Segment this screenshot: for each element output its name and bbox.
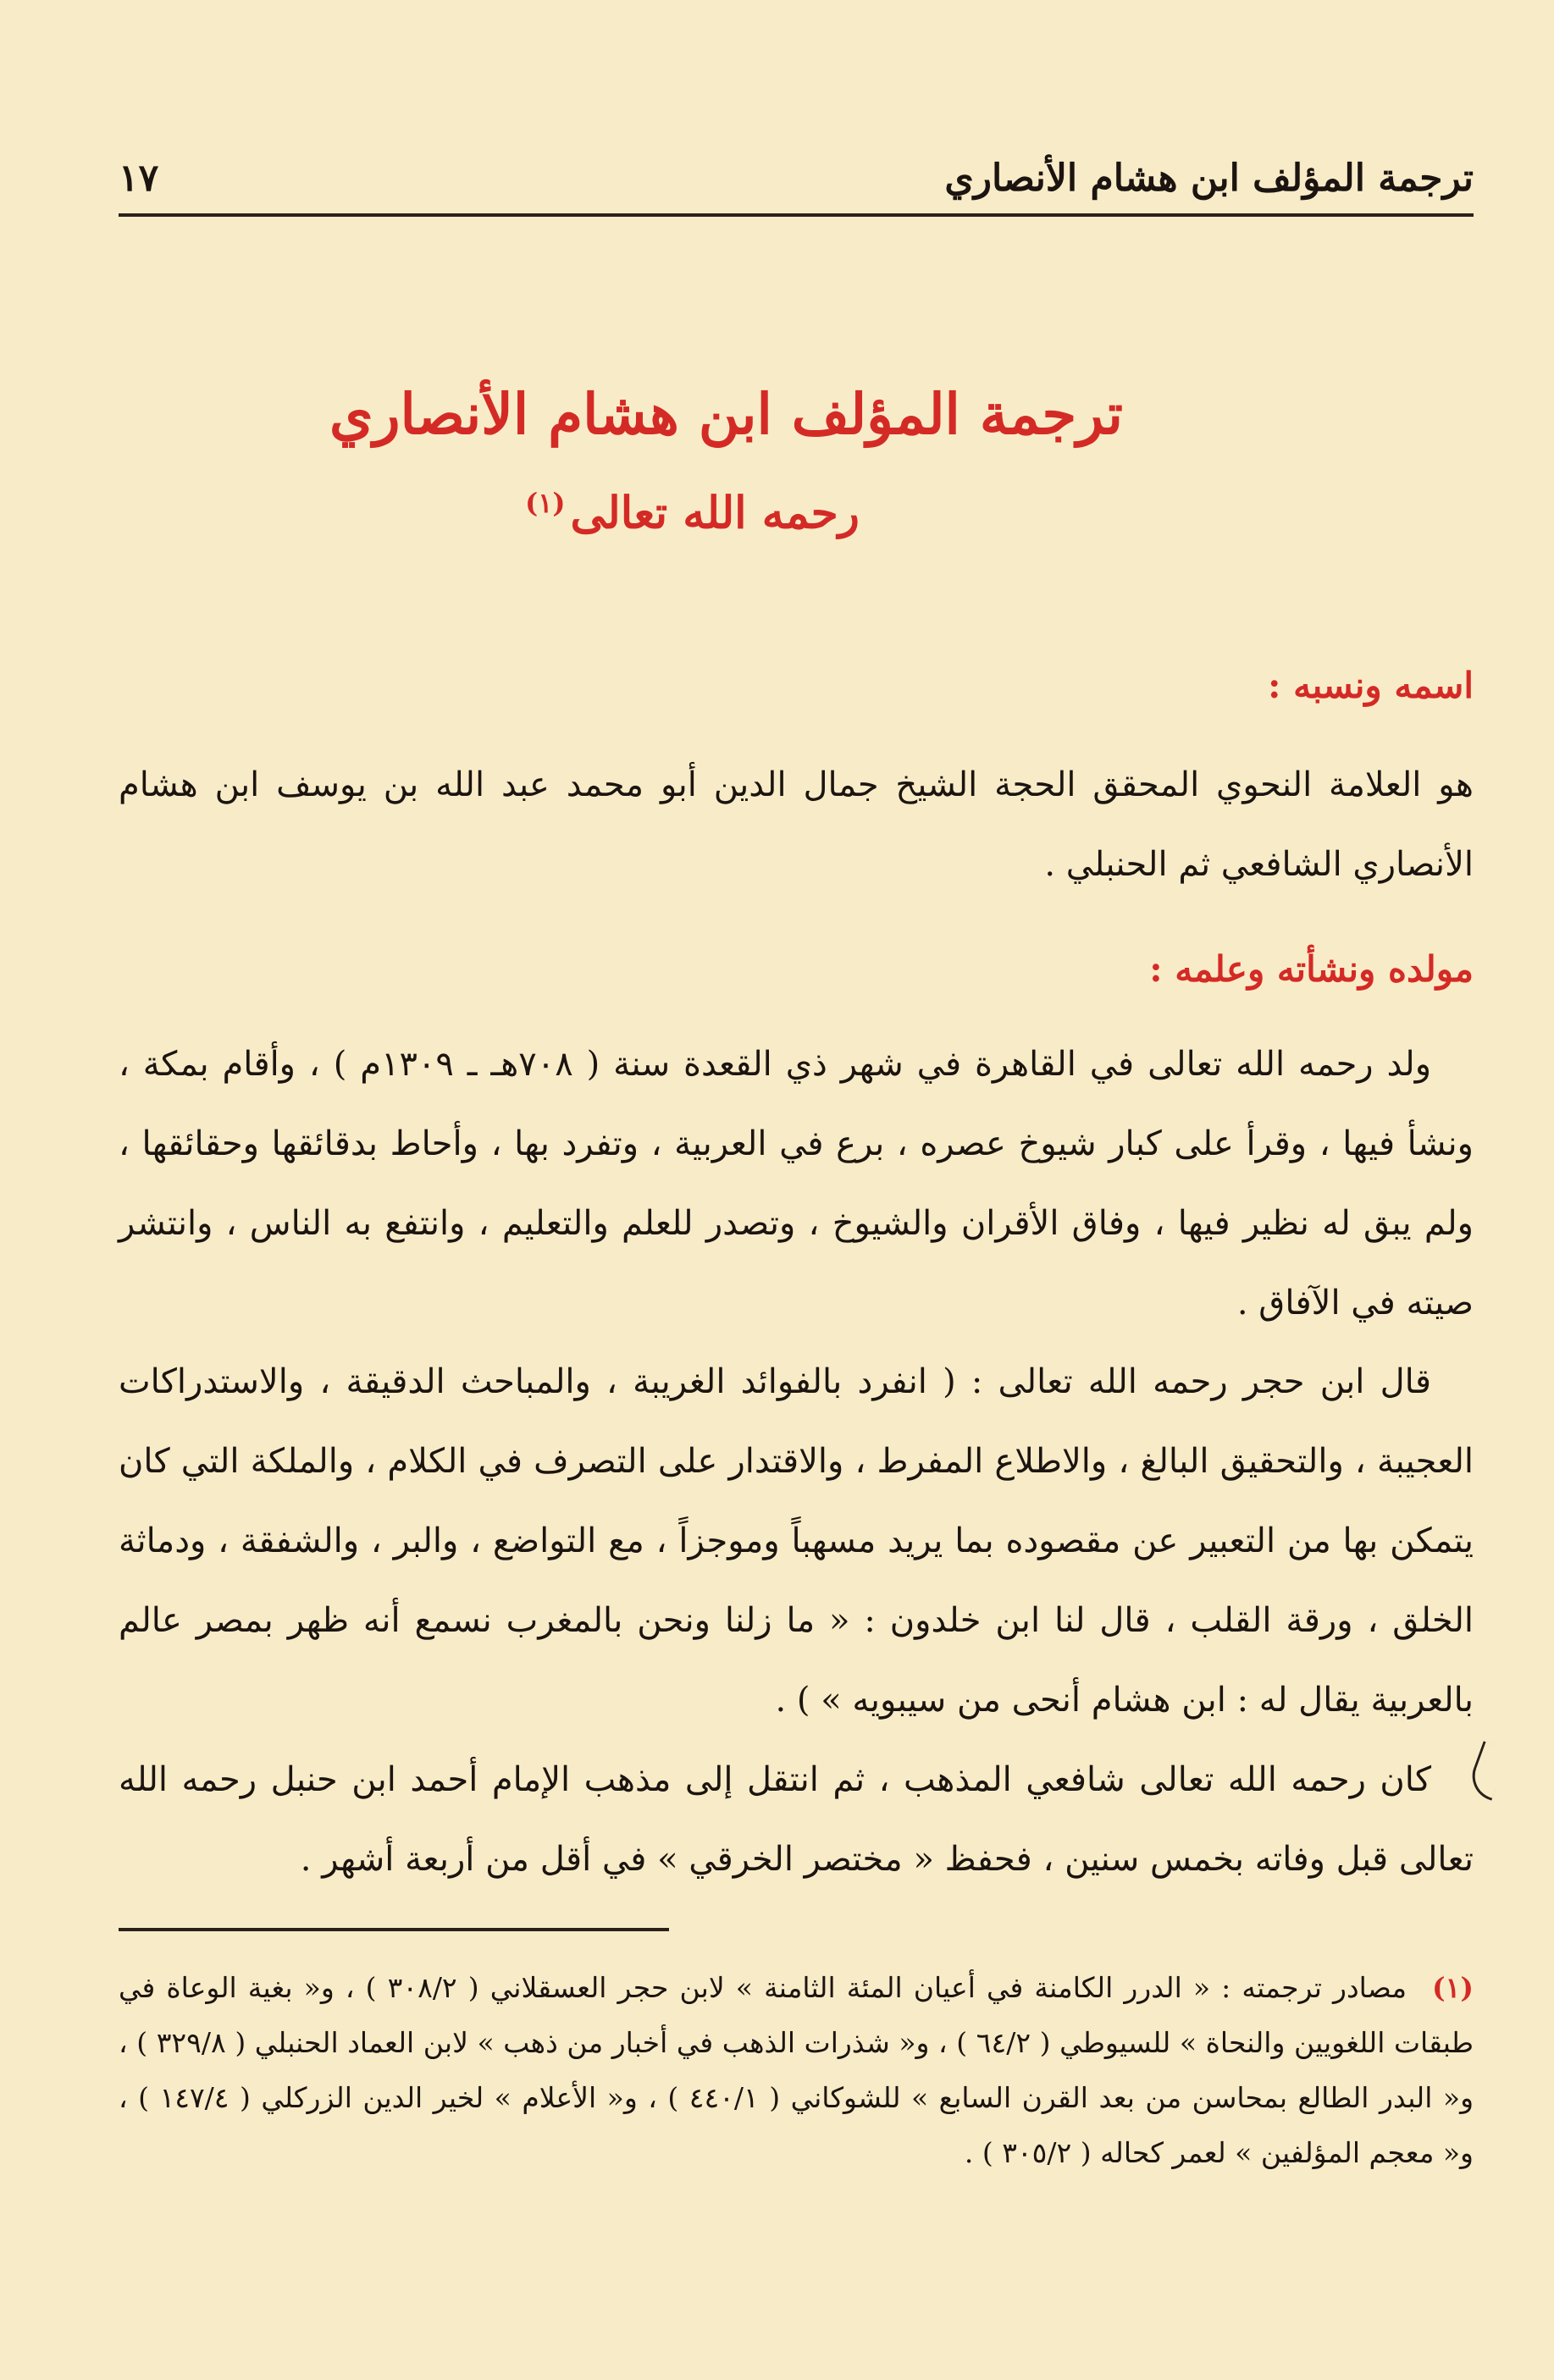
running-title: ترجمة المؤلف ابن هشام الأنصاري (944, 156, 1474, 200)
header-divider (119, 213, 1474, 217)
footnote-reference: (١) (525, 487, 566, 519)
footnote (119, 1960, 1474, 2180)
chapter-subtitle (0, 487, 1469, 538)
paragraph-name: هو العلامة النحوي المحقق الحجة الشيخ جمال الدين أبو محمد عبد الله بن يوسف ابن هشام الأنصاري الشافعي ثم الحنبلي . (119, 765, 1474, 884)
paragraph-ibn-hajar-quote: قال ابن حجر رحمه الله تعالى : ( انفرد بالفوائد الغريبة ، والمباحث الدقيقة ، والاستدراكات العجيبة ، والتحقيق البالغ ، والاطلاع المفرط ، والاقتدار على التصرف في الكلام ، والملكة التي كان يتمكن بها من التعبير عن مقصوده بما يريد مسهباً وموجزاً ، مع التواضع ، والبر ، والشفقة ، ودماثة الخلق ، ورقة القلب ، قال لنا ابن خلدون : « ما زلنا ونحن بالمغرب نسمع أنه ظهر بمصر عالم بالعربية يقال له : ابن هشام أنحى من سيبويه » ) . (119, 1362, 1474, 1720)
chapter-title: ترجمة المؤلف ابن هشام الأنصاري (329, 381, 1123, 447)
section-heading-name: اسمه ونسبه : (1267, 665, 1474, 706)
page-header (119, 144, 1474, 212)
footnote-text: مصادر ترجمته : « الدرر الكامنة في أعيان المئة الثامنة » لابن حجر العسقلاني ( ٣٠٨/٢ ) ، و« بغية الوعاة في طبقات اللغويين والنحاة » للسيوطي ( ٦٤/٢ ) ، و« شذرات الذهب في أخبار من ذهب » لابن العماد الحنبلي ( ٣٢٩/٨ ) ، و« البدر الطالع بمحاسن من بعد القرن السابع » للشوكاني ( ٤٤٠/١ ) ، و« الأعلام » لخير الدين الزركلي ( ١٤٧/٤ ) ، و« معجم المؤلفين » لعمر كحاله ( ٣٠٥/٢ ) . (119, 1971, 1474, 2169)
section-heading-birth: مولده ونشأته وعلمه : (1149, 948, 1474, 990)
page-number: ١٧ (119, 156, 159, 200)
subtitle-text: رحمه الله تعالى (570, 487, 860, 539)
footnote-divider (119, 1928, 669, 1931)
paragraph-madhhab: كان رحمه الله تعالى شافعي المذهب ، ثم انتقل إلى مذهب الإمام أحمد ابن حنبل رحمه الله تعالى قبل وفاته بخمس سنين ، فحفظ « مختصر الخرقي » في أقل من أربعة أشهر . (119, 1760, 1474, 1879)
paragraph-birth: ولد رحمه الله تعالى في القاهرة في شهر ذي القعدة سنة ( ٧٠٨هـ ـ ١٣٠٩م ) ، وأقام بمكة ، ونشأ فيها ، وقرأ على كبار شيوخ عصره ، برع في العربية ، وتفرد بها ، وأحاط بدقائقها وحقائقها ، ولم يبق له نظير فيها ، وفاق الأقران والشيوخ ، وتصدر للعلم والتعليم ، وانتفع به الناس ، وانتشر صيته في الآفاق . (119, 1045, 1474, 1323)
footnote-number: (١) (1432, 1971, 1474, 2004)
